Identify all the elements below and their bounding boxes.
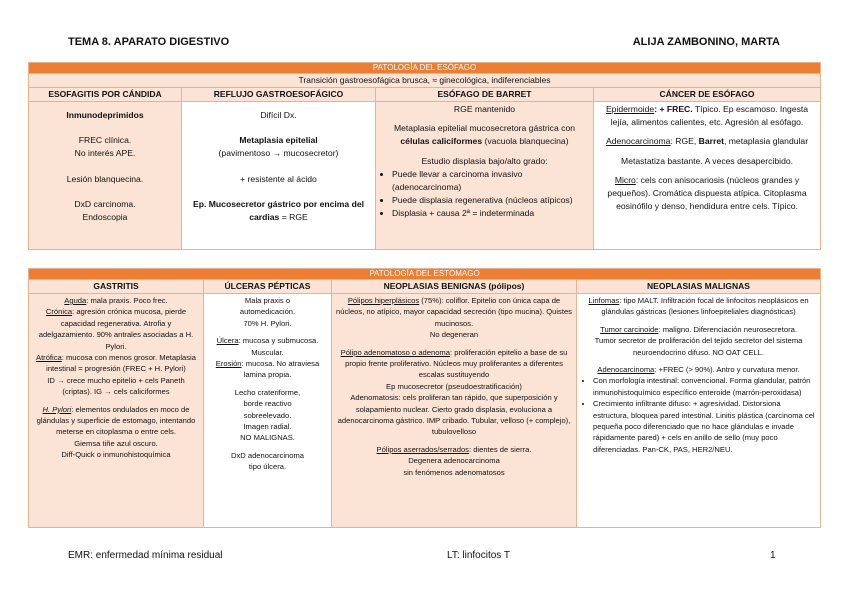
reflujo-cell xyxy=(182,102,376,250)
gastritis-text: ID → crece mucho epitelio + cels Paneth (criptas). IG → cels caliciformes xyxy=(47,375,185,397)
barret-bullet: • Puede displasia regenerativa (núcleos atípicos) xyxy=(392,194,590,207)
candida-text: Endoscopia xyxy=(82,212,128,223)
col-header: ESOFAGITIS POR CÁNDIDA xyxy=(29,88,182,102)
col-header: NEOPLASIAS BENIGNAS (pólipos) xyxy=(332,280,577,294)
barret-text: células caliciformes xyxy=(400,136,483,147)
benignas-text: : proliferación epitelio a base de su propio frente proliferativo. Núcleos muy proliferantes a diferentes escalas sustituyendo xyxy=(345,347,568,380)
col-header: ÚLCERAS PÉPTICAS xyxy=(204,280,332,294)
malignas-text: Tumor secretor de proliferación del tejido secretor del sistema neuroendocrino difuso. NO OAT CELL. xyxy=(594,336,803,357)
reflujo-text: (pavimentoso → mucosecretor) xyxy=(218,148,339,159)
reflujo-text: Difícil Dx. xyxy=(260,110,297,120)
cancer-text: : cels con anisocariosis (núcleos grandes y pequeños). Cromática dispuesta atípica. Citoplasma eosinófilo y denso, hendidura entre cels. Típico. xyxy=(607,174,807,212)
benignas-text: Adenomatosis: cels proliferan tan rápido, que superposición y solapamiento nuclear. Cierto grado displasia, evoluciona a adenocarcinoma gástrico. IMP cribado. Tubular, velloso (+ complejo), tubulovelloso xyxy=(337,393,571,437)
benignas-term: Pólipos aserrados/serrados xyxy=(376,444,469,454)
candida-cell xyxy=(29,102,182,250)
estomago-title: PATOLOGÍA DEL ESTÓMAGO xyxy=(29,269,821,280)
benignas-cell xyxy=(332,294,577,528)
ulceras-text: tipo úlcera. xyxy=(248,462,287,472)
gastritis-term: H. Pylori xyxy=(42,404,72,414)
reflujo-text: + resistente al ácido xyxy=(240,173,317,184)
ulceras-text: DxD adenocarcinoma xyxy=(230,450,305,460)
cancer-term: Adenocarcinoma xyxy=(605,136,671,147)
malignas-cell xyxy=(577,294,821,528)
ulceras-text: : mucosa. No atraviesa lamina propia. xyxy=(241,359,320,380)
barret-bullet: • Puede llevar a carcinoma invasivo (adenocarcinoma) xyxy=(392,168,590,194)
col-header: REFLUJO GASTROESOFÁGICO xyxy=(182,88,376,102)
estomago-table xyxy=(28,268,821,528)
document-title: TEMA 8. APARATO DIGESTIVO xyxy=(68,36,230,48)
gastritis-text: Diff-Quick o inmunohistoquímica xyxy=(61,450,171,460)
gastritis-text: : agresión crónica mucosa, pierde capacidad regenerativa. Atrofia y adelgazamiento. 90% antrales asociadas a H. Pylori. xyxy=(38,307,194,351)
ulceras-text: Mala praxis o xyxy=(244,296,291,305)
benignas-term: Pólipo adenomatoso o adenoma xyxy=(340,347,450,357)
gastritis-text: : elementos ondulados en moco de glándulas y superficie de estomago, intentando meterse en citoplasma o entre cels. xyxy=(36,404,196,437)
footer-note-lt: LT: linfocitos T xyxy=(447,550,510,561)
author-name: ALIJA ZAMBONINO, MARTA xyxy=(632,36,780,48)
ulceras-text: 70% H. Pylori. xyxy=(243,318,292,328)
ulceras-text: Imagen radial. xyxy=(243,422,292,432)
candida-text: Inmunodeprimidos xyxy=(66,110,144,120)
esofago-title: PATOLOGÍA DEL ESÓFAGO xyxy=(29,63,821,74)
reflujo-text: = RGE xyxy=(281,212,308,223)
esofago-table xyxy=(28,62,821,250)
reflujo-text: Metaplasia epitelial xyxy=(239,135,318,146)
page-number: 1 xyxy=(770,550,776,561)
col-header: GASTRITIS xyxy=(29,280,204,294)
barret-text: Estudio displasia bajo/alto grado: xyxy=(421,155,548,166)
col-header: CÁNCER DE ESÓFAGO xyxy=(594,88,821,102)
candida-text: No interés APE. xyxy=(74,148,136,159)
ulceras-text: : mucosa y submucosa. Muscular. xyxy=(238,336,319,357)
cancer-text: , metaplasia glandular xyxy=(723,136,809,147)
malignas-term: Adenocarcinoma xyxy=(597,365,655,375)
gastritis-text: : mucosa con menos grosor. Metaplasia intestinal = progresión (FREC + H. Pylori) xyxy=(46,353,196,374)
candida-text: Lesión blanquecina. xyxy=(66,173,144,184)
candida-text: DxD carcinoma. xyxy=(74,198,136,209)
gastritis-text: : mala praxis. Poco frec. xyxy=(86,296,168,305)
barret-text: (vacuola blanquecina) xyxy=(484,136,569,147)
ulceras-text: NO MALIGNAS. xyxy=(240,433,295,443)
barret-bullet: • Displasia + causa 2ª = indeterminada xyxy=(392,207,590,220)
cancer-text: Típico. Ep escamoso. Ingesta lejía, alimentos calientes, etc. Agresión al esófago. xyxy=(610,104,809,128)
benignas-text: (75%): coliflor. Epitelio con única capa de núcleos, no atípico, mayor capacidad secreción (tipo mucina). Quistes mucinosos. xyxy=(336,296,572,328)
barret-text: RGE mantenido xyxy=(453,104,516,114)
malignas-bullet: • Con morfología intestinal: convencional. Forma glandular, patrón inmunohistoquímico específico enteroide (marrón-peroxidasa) xyxy=(593,375,817,398)
benignas-text: Degenera adenocarcinoma xyxy=(408,456,500,466)
reflujo-text: Ep. Mucosecretor gástrico por encima del cardias xyxy=(193,198,364,223)
benignas-term: Pólipos hiperplásicos xyxy=(347,296,420,305)
ulceras-text: sobreelevado. xyxy=(243,410,292,420)
ulceras-text: Lecho crateriforme, xyxy=(234,387,301,397)
cancer-term: Micro xyxy=(614,174,636,185)
malignas-text: : +FREC (> 90%). Antro y curvatura menor. xyxy=(654,365,800,375)
malignas-text: : maligno. Diferenciación neurosecretora. xyxy=(658,324,797,334)
cancer-term: Epidermoide xyxy=(605,104,655,114)
candida-text: FREC clínica. xyxy=(78,135,132,146)
malignas-term: Linfomas xyxy=(588,296,620,305)
cancer-text: Metastatiza bastante. A veces desapercibido. xyxy=(621,155,794,166)
ulceras-term: Úlcera xyxy=(216,336,239,346)
ulceras-term: Erosión xyxy=(215,359,242,369)
col-header: NEOPLASIAS MALIGNAS xyxy=(577,280,821,294)
barret-text: Metaplasia epitelial mucosecretora gástrica con xyxy=(393,123,576,134)
malignas-term: Tumor carcinoide xyxy=(600,324,659,334)
gastritis-term: Aguda xyxy=(64,296,87,305)
ulceras-text: automedicación. xyxy=(239,307,296,317)
gastritis-text: Giemsa tiñe azul oscuro. xyxy=(74,438,158,448)
benignas-text: sin fenómenos adenomatosos xyxy=(403,467,505,477)
gastritis-cell xyxy=(29,294,204,528)
esofago-subtitle: Transición gastroesofágica brusca, ≈ ginecológica, indiferenciables xyxy=(29,74,821,88)
benignas-text: No degeneran xyxy=(429,330,479,340)
malignas-text: : tipo MALT. Infiltración focal de linfocitos neoplásicos en glándulas gástricas (lesiones linfoepiteliales diagnósticas) xyxy=(601,296,809,317)
gastritis-term: Atrófica xyxy=(36,353,62,363)
ulceras-text: borde reactivo xyxy=(243,399,292,409)
cancer-text: : RGE, xyxy=(670,136,699,147)
cancer-cell xyxy=(594,102,821,250)
gastritis-term: Crónica xyxy=(45,307,73,317)
ulceras-cell xyxy=(204,294,332,528)
benignas-text: : dientes de sierra. xyxy=(468,444,532,454)
cancer-text: Barret xyxy=(698,136,724,147)
cancer-text: : + FREC. xyxy=(654,104,693,114)
barret-cell xyxy=(376,102,594,250)
footer-note-emr: EMR: enfermedad mínima residual xyxy=(68,550,223,561)
benignas-text: Ep mucosecretor (pseudoestratificación) xyxy=(386,381,522,391)
malignas-bullet: • Crecimiento infiltrante difuso: + agresividad. Distorsiona estructura, bloquea pared intestinal. Linitis plástica (carcinoma cel pequeña poco diferenciado que no hace glándulas e invade rápidamente pared) + cels en anillo de sello (muy poco diferenciadas. Pan-CK, PAS, HER2/NEU. xyxy=(593,398,817,455)
col-header: ESÓFAGO DE BARRET xyxy=(376,88,594,102)
